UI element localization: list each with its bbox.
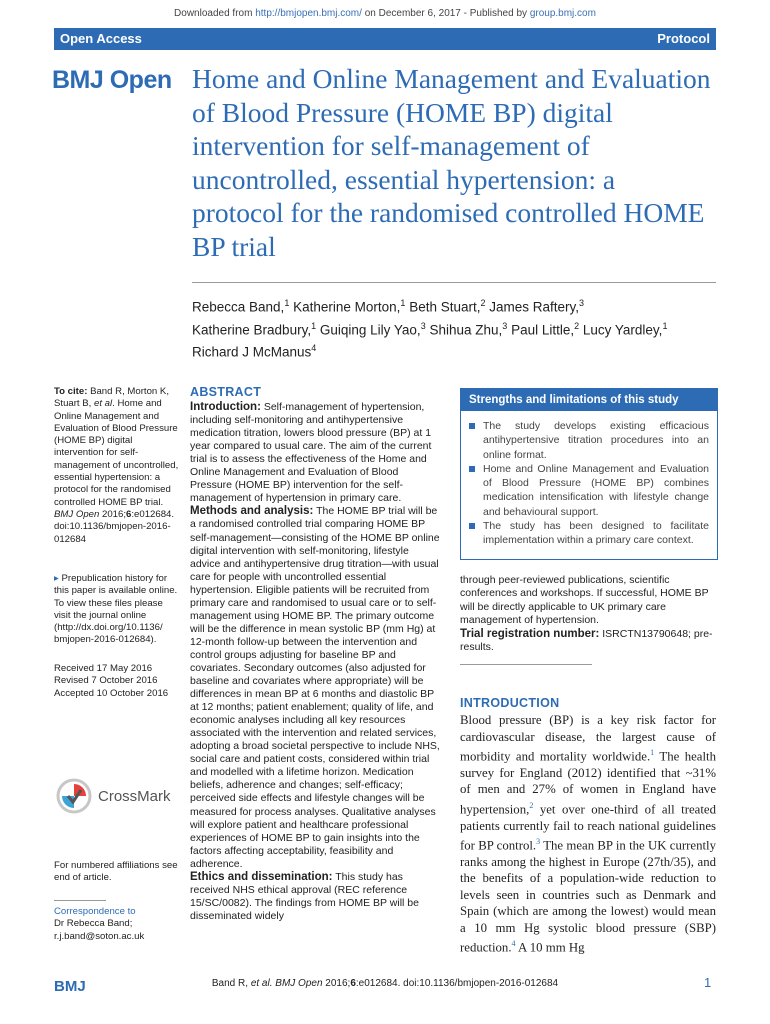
abstract-heading: ABSTRACT xyxy=(190,385,262,399)
intro-sentence: A 10 mm Hg xyxy=(515,940,585,955)
corr-divider xyxy=(54,900,106,901)
prepub-line: visit the journal online xyxy=(54,609,147,621)
abstract-ethics-label: Ethics and dissemination: xyxy=(190,870,333,883)
abstract-end-rule xyxy=(460,664,592,665)
author-affiliation: 2 xyxy=(574,320,580,331)
cite-line: essential hypertension: a xyxy=(54,472,161,484)
publisher-link[interactable]: group.bmj.com xyxy=(529,8,596,19)
journal-logo: BMJ Open xyxy=(52,66,172,94)
abstract-methods-text: The HOME BP trial will be a randomised controlled trial comparing HOME BP self-management—consisting of the HOME BP online digital intervention with self-monitoring, lifestyle advice and antihypertensive drug titration—with usual care for people with uncontrolled essential hypertension. Eligible patients will be recruited from primary care and randomised to usual care or to self-management using HOME BP. The primary outcome will be the difference in mean systolic BP (mm Hg) at 12-month follow-up between the intervention and control groups adjusting for baseline BP and covariates. Secondary outcomes (also adjusted for baseline and covariates where appropriate) will be differences in mean BP at 6 months and diastolic BP at 12 months; patient enablement; quality of life, and economic analyses including all key resources associated with the intervention and related services, adopting a broad societal perspective to include NHS, social care and patient costs, considered within trial and modelled with a lifetime horizon. Medication beliefs, adherence and changes; self-efficacy; perceived side effects and lifestyle changes will be measured for process analyses. Qualitative analyses will explore patient and healthcare professional experiences of HOME BP to gain insights into the factors affecting acceptability, feasibility and adherence. xyxy=(190,505,440,870)
cite-line: management of uncontrolled, xyxy=(54,459,179,471)
author-name: Beth Stuart, xyxy=(409,299,481,315)
prepub-line: To view these files please xyxy=(54,597,163,609)
cite-line: Band R, Morton K, xyxy=(87,386,169,397)
article-dates xyxy=(54,663,179,700)
abstract-intro-text: Self-management of hypertension, including self-monitoring and antihypertensive medication titration, lowers blood pressure (BP) at 1 year compared to usual care. The aim of the current trial is to assess the effectiveness of the Home and Online Management and Evaluation of Blood Pressure (HOME BP) intervention for the self-management of hypertension in primary care. xyxy=(190,401,432,505)
abstract xyxy=(190,386,442,923)
accepted-date: Accepted 10 October 2016 xyxy=(54,687,169,699)
cite-line: protocol for the randomised xyxy=(54,484,171,496)
affil-line: For numbered affiliations see xyxy=(54,860,178,871)
open-access-label: Open Access xyxy=(60,31,142,46)
abstract-methods xyxy=(190,505,442,870)
correspondence-heading: Correspondence to xyxy=(54,906,136,917)
cite-line: controlled HOME BP trial. xyxy=(54,496,164,508)
abstract-ethics-text: This study has received NHS ethical approval (REC reference 15/SC/0082). The findings from HOME BP will be disseminated widely xyxy=(190,870,419,922)
trial-registration-text: ISRCTN13790648; pre-results. xyxy=(460,627,713,654)
bullet-square-icon xyxy=(469,523,475,529)
abstract-continued xyxy=(460,574,716,654)
author-name: Richard J McManus xyxy=(192,344,312,360)
prepub-arrow-icon: ▸ xyxy=(54,573,59,584)
cite-line: Evaluation of Blood Pressure xyxy=(54,422,178,434)
intro-sentence: The health survey for England (2012) identified that ~31% of men and 27% of women in England have hypertension, xyxy=(460,749,716,817)
abstract-intro-label: Introduction: xyxy=(190,401,261,414)
footer-bmj-logo: BMJ xyxy=(54,978,86,995)
intro-sentence: The mean BP in the UK currently ranks among the highest in Europe (27th/35), and the benefits of a population-wide reduction to levels seen in countries such as Denmark and Spain (which are among the lowest) would mean a 10 mm Hg systolic blood pressure (SBP) reduction. xyxy=(460,838,716,955)
author-name: Paul Little, xyxy=(511,322,575,337)
abstract-methods-label: Methods and analysis: xyxy=(190,505,314,518)
bullet-square-icon xyxy=(469,423,475,429)
revised-date: Revised 7 October 2016 xyxy=(54,675,158,687)
trial-registration-label: Trial registration number: xyxy=(460,627,600,640)
cite-journal: BMJ Open xyxy=(54,508,100,520)
article-type-label: Protocol xyxy=(657,31,710,46)
cite-year: 2016; xyxy=(102,508,127,520)
reference-link[interactable]: 1 xyxy=(650,748,655,757)
cite-label: To cite: xyxy=(54,386,88,397)
crossmark-badge[interactable] xyxy=(56,778,180,818)
prepub-link[interactable]: bmjopen-2016-012684). xyxy=(54,634,157,646)
affil-line: end of article. xyxy=(54,872,112,884)
author-affiliation: 4 xyxy=(311,343,317,353)
article-title: Home and Online Management and Evaluation of Blood Pressure (HOME BP) digital intervention for self-management of uncontrolled, essential hypertension: a protocol for the randomised controlled HOME BP trial xyxy=(192,63,711,262)
author-affiliation: 3 xyxy=(579,298,585,308)
cite-volume: 6 xyxy=(126,508,132,520)
bullet-square-icon xyxy=(469,466,475,472)
title-divider xyxy=(192,282,716,283)
citation-block xyxy=(54,386,179,546)
author-name: Rebecca Band, xyxy=(192,299,285,315)
author-name: Shihua Zhu, xyxy=(429,322,503,337)
strength-text: The study develops existing efficacious antihypertensive titration procedures into an online format. xyxy=(483,420,709,461)
dissemination-text: through peer-reviewed publications, scientific conferences and workshops. If successful, HOME BP will be directly applicable to UK primary care management of hypertension. xyxy=(460,574,709,627)
list-item xyxy=(469,419,709,462)
footer-citation xyxy=(0,978,770,989)
author-name: James Raftery, xyxy=(489,299,580,315)
introduction-heading: INTRODUCTION xyxy=(460,696,560,710)
author-affiliation: 1 xyxy=(400,298,406,308)
intro-sentence: Blood pressure (BP) is a key risk factor for cardiovascular disease, the largest cause of morbidity and mortality worldwide. xyxy=(460,713,716,764)
list-item xyxy=(469,519,709,548)
download-notice xyxy=(0,8,770,19)
intro-sentence: yet over one-third of all treated patients currently fail to reach national guidelines for BP control. xyxy=(460,802,716,853)
author-name: Katherine Bradbury, xyxy=(192,322,312,337)
author-name: Guiqing Lily Yao, xyxy=(319,322,421,337)
author-affiliation: 3 xyxy=(420,320,426,331)
header-band xyxy=(54,28,716,50)
cite-line: intervention for self- xyxy=(54,447,139,459)
strengths-heading: Strengths and limitations of this study xyxy=(461,389,717,411)
cite-line: . Home and xyxy=(112,398,162,410)
author-affiliation: 3 xyxy=(502,320,508,331)
introduction-text xyxy=(460,712,716,956)
strengths-limitations-box xyxy=(460,388,718,560)
strength-text: The study has been designed to facilitate implementation within a primary care context. xyxy=(483,520,709,547)
prepublication-note xyxy=(54,573,179,647)
abstract-ethics xyxy=(190,871,442,923)
cite-line: (HOME BP) digital xyxy=(54,435,133,447)
corr-name: Dr Rebecca Band; xyxy=(54,918,133,930)
correspondence-block xyxy=(54,906,179,943)
list-item xyxy=(469,462,709,519)
author-affiliation: 1 xyxy=(284,298,290,308)
footer-cite-part: 2016; xyxy=(322,978,351,989)
footer-cite-part: et al. BMJ Open xyxy=(250,978,323,989)
crossmark-label: CrossMark xyxy=(98,788,171,805)
reference-link[interactable]: 3 xyxy=(536,837,541,847)
cite-doi[interactable]: 012684 xyxy=(54,533,87,545)
reference-link[interactable]: 4 xyxy=(511,939,516,949)
prepub-line: Prepublication history for xyxy=(58,573,168,584)
footer-cite-part: Band R, xyxy=(211,978,251,989)
corr-email-link[interactable]: r.j.band@soton.ac.uk xyxy=(54,930,145,942)
author-affiliation: 1 xyxy=(311,320,317,331)
strength-text: Home and Online Management and Evaluation of Blood Pressure (HOME BP) combines medication intensification with lifestyle change and behavioural support. xyxy=(483,462,709,518)
prepub-link[interactable]: (http://dx.doi.org/10.1136/ xyxy=(54,622,163,634)
abstract-introduction xyxy=(190,401,442,505)
cite-et-al: et al xyxy=(94,398,113,410)
crossmark-icon xyxy=(56,778,92,818)
cite-article: :e012684. xyxy=(131,508,175,520)
author-list xyxy=(192,294,712,362)
cite-line: Stuart B, xyxy=(54,398,94,410)
prepub-line: this paper is available online. xyxy=(54,585,178,597)
author-affiliation: 1 xyxy=(662,320,668,331)
reference-link[interactable]: 2 xyxy=(529,800,534,810)
author-name: Katherine Morton, xyxy=(293,299,401,315)
cite-doi[interactable]: doi:10.1136/bmjopen-2016- xyxy=(54,521,171,533)
footer-cite-volume: 6 xyxy=(350,978,356,989)
affiliations-note xyxy=(54,860,179,885)
page-number: 1 xyxy=(704,975,712,990)
journal-url-link[interactable]: http://bmjopen.bmj.com/ xyxy=(255,8,362,19)
received-date: Received 17 May 2016 xyxy=(54,663,153,674)
download-middle: on December 6, 2017 - Published by xyxy=(361,8,530,19)
cite-line: Online Management and xyxy=(54,410,160,422)
strengths-list xyxy=(469,419,709,548)
download-prefix: Downloaded from xyxy=(174,8,256,19)
author-affiliation: 2 xyxy=(480,298,486,308)
footer-cite-part: :e012684. doi:10.1136/bmjopen-2016-012684 xyxy=(355,978,559,989)
author-name: Lucy Yardley, xyxy=(582,322,663,337)
